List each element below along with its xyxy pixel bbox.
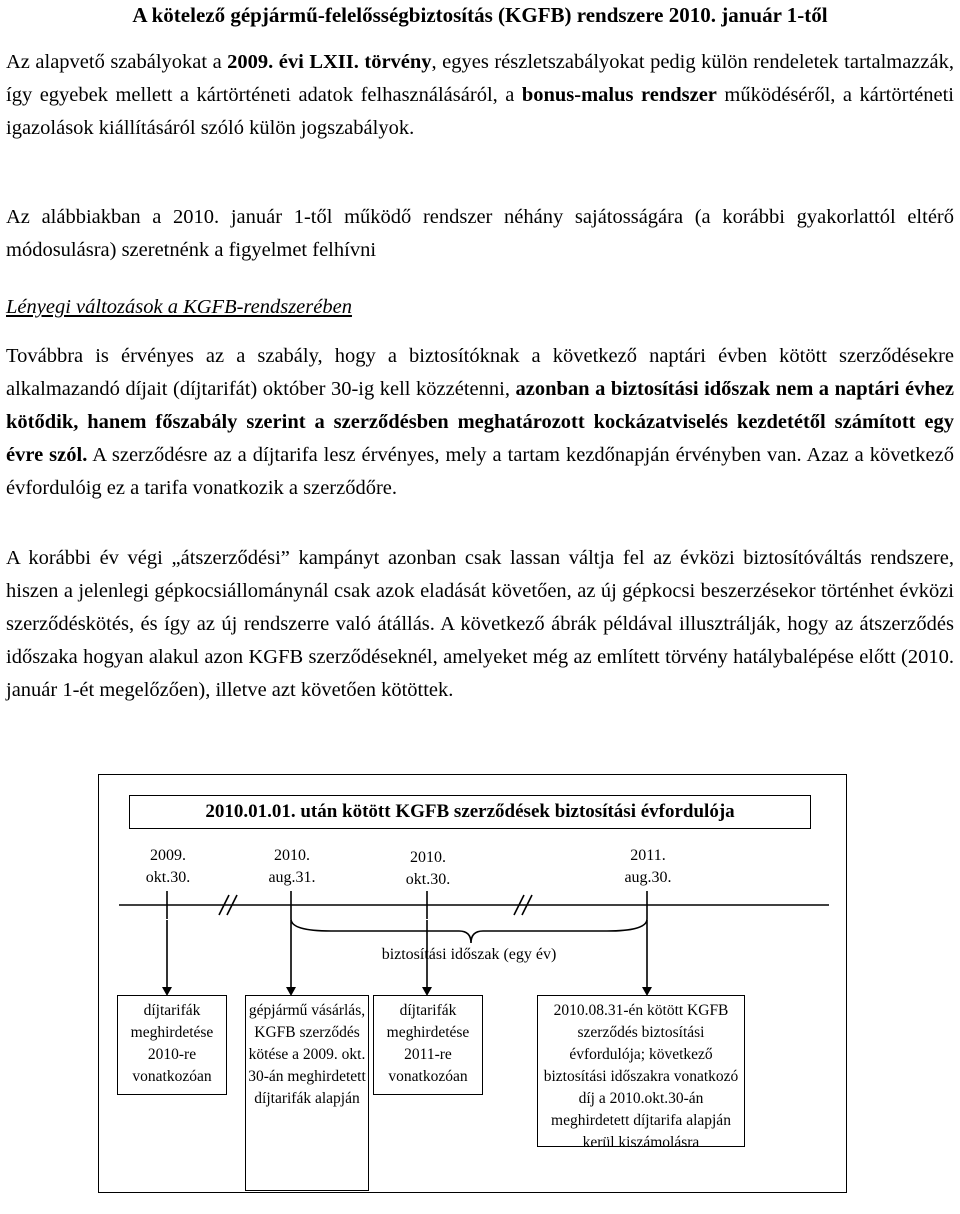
section-subheading: Lényegi változások a KGFB-rendszerében xyxy=(6,296,352,318)
date-2-day: aug.31. xyxy=(268,869,316,886)
p3-text-2: A szerződésre az a díjtarifa lesz érvényes, mely a tartam kezdőnapján érvényben van. Azaz a következő évfordulóig ez a tarifa vonatkozik a szerződőre. xyxy=(6,444,954,499)
date-3-day: okt.30. xyxy=(405,871,451,888)
box-tariff-2011: díjtarifák meghirdetése 2011-re vonatkozóan xyxy=(373,995,483,1095)
date-1-year: 2009. xyxy=(150,847,186,864)
p3-text-1: Továbbra is érvényes az a szabály, hogy a biztosítóknak a következő naptári évben kötött szerződésekre alkalmazandó díjait (díjtarifát) október 30-ig kell közzétenni, xyxy=(6,345,954,400)
paragraph-legal-basis xyxy=(6,46,954,145)
timeline-figure xyxy=(98,774,847,1193)
p3-bold-rule: azonban a biztosítási időszak nem a naptári évhez kötődik, hanem főszabály szerint a szerződésben meghatározott kockázatviselés kezdetétől számított egy évre szól. xyxy=(6,378,954,466)
box-anniversary: 2010.08.31-én kötött KGFB szerződés biztosítási évfordulója; következő biztosítási időszakra vonatkozó díj a 2010.okt.30-án meghirdetett díjtarifa alapján kerül kiszámolásra xyxy=(537,995,745,1147)
page-title: A kötelező gépjármű-felelősségbiztosítás (KGFB) rendszere 2010. január 1-től xyxy=(132,3,828,27)
p1-text-3: működéséről, a kártörténeti igazolások kiállításáról szóló külön jogszabályok. xyxy=(6,84,954,139)
paragraph-rules xyxy=(6,340,954,505)
p1-text-1: Az alapvető szabályokat a xyxy=(6,51,228,73)
paragraph-transition: A korábbi év végi „átszerződési” kampányt azonban csak lassan váltja fel az évközi biztosítóváltás rendszere, hiszen a jelenlegi gépkocsiállománynál csak azok eladását követően, az új gépkocsi beszerzésekor történhet évközi szerződéskötés, és így az új rendszerre való átállás. A következő ábrák példával illusztrálják, hogy az átszerződés időszaka hogyan alakul azon KGFB szerződéseknél, amelyeket még az említett törvény hatálybalépése előtt (2010. január 1-ét megelőzően), illetve azt követően kötöttek. xyxy=(6,547,954,701)
p1-law-reference: 2009. évi LXII. törvény xyxy=(227,51,432,73)
p1-text-2: , egyes részletszabályokat pedig külön rendeletek tartalmazzák, így egyebek mellett a kártörténeti adatok felhasználásáról, a xyxy=(6,51,954,106)
date-3-year: 2010. xyxy=(410,849,446,866)
period-brace xyxy=(291,919,647,943)
date-4-year: 2011. xyxy=(630,847,666,864)
p1-bonus-malus: bonus-malus rendszer xyxy=(521,84,717,106)
box-purchase: gépjármű vásárlás, KGFB szerződés kötése a 2009. okt. 30-án meghirdetett díjtarifák alapján xyxy=(245,995,369,1191)
period-label: biztosítási időszak (egy év) xyxy=(381,946,557,963)
box-tariff-2010: díjtarifák meghirdetése 2010-re vonatkozóan xyxy=(117,995,227,1095)
paragraph-intro: Az alábbiakban a 2010. január 1-től működő rendszer néhány sajátosságára (a korábbi gyakorlattól eltérő módosulásra) szeretnénk a figyelmet felhívni xyxy=(6,206,954,261)
date-1-day: okt.30. xyxy=(145,869,191,886)
date-2-year: 2010. xyxy=(274,847,310,864)
date-4-day: aug.30. xyxy=(624,869,672,886)
figure-title: 2010.01.01. után kötött KGFB szerződések biztosítási évfordulója xyxy=(129,795,811,829)
